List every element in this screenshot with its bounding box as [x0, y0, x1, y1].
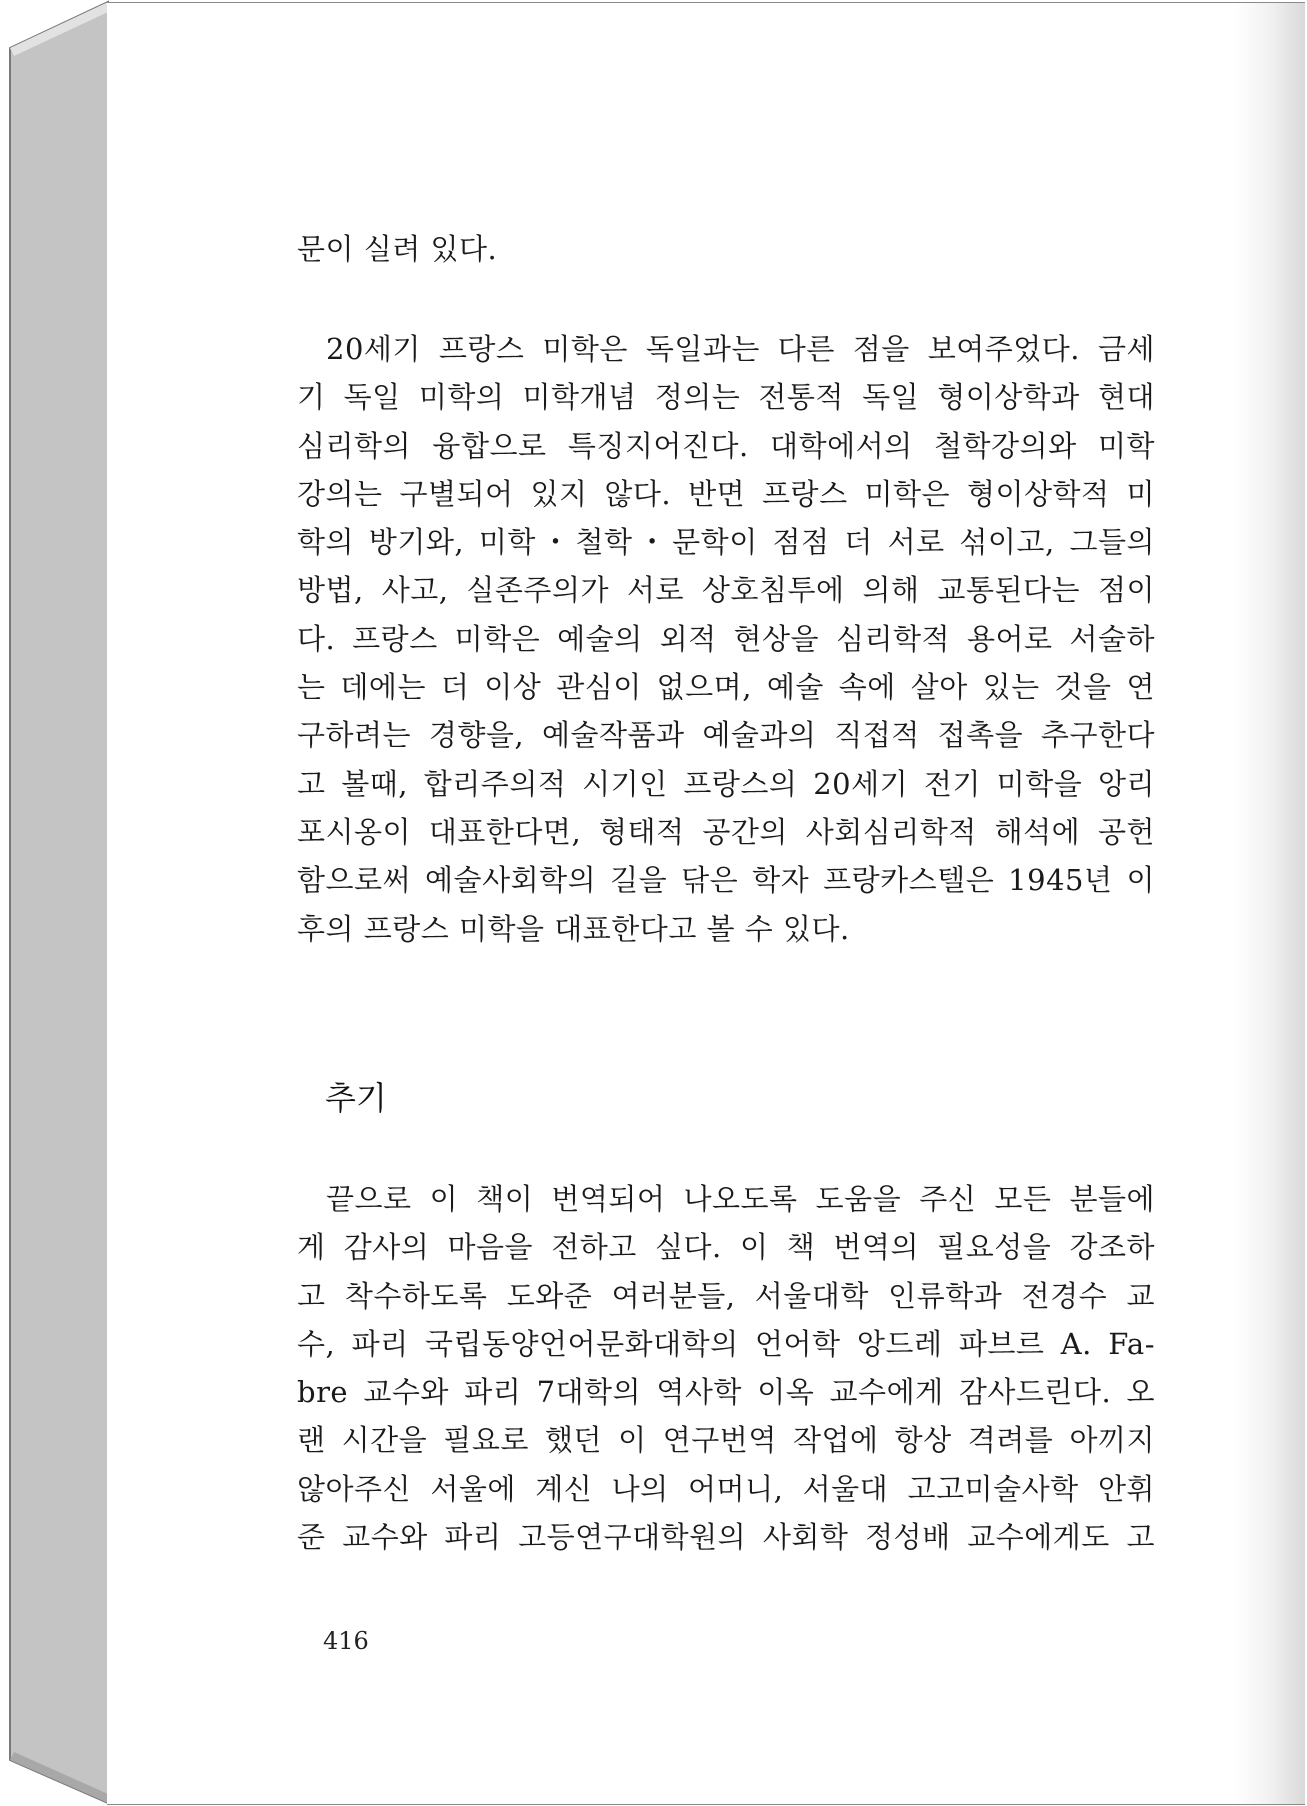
top-fragment	[297, 225, 1155, 273]
text-line: 랜 시간을 필요로 했던 이 연구번역 작업에 항상 격려를 아끼지	[297, 1423, 1155, 1458]
text-line: 심리학의 융합으로 특징지어진다. 대학에서의 철학강의와 미학	[297, 428, 1155, 463]
text-line: 기 독일 미학의 미학개념 정의는 전통적 독일 형이상학과 현대	[297, 380, 1155, 415]
text-line: 다. 프랑스 미학은 예술의 외적 현상을 심리학적 용어로 서술하	[297, 621, 1155, 656]
text-line: 않아주신 서울에 계신 나의 어머니, 서울대 고고미술사학 안휘	[297, 1471, 1155, 1506]
book-spine	[0, 0, 120, 1806]
text-line: 게 감사의 마음을 전하고 싶다. 이 책 번역의 필요성을 강조하	[297, 1230, 1155, 1265]
text-line: 포시옹이 대표한다면, 형태적 공간의 사회심리학적 해석에 공헌	[297, 814, 1155, 849]
text-line: 20세기 프랑스 미학은 독일과는 다른 점을 보여주었다. 금세	[326, 332, 1155, 366]
text-line: 강의는 구별되어 있지 않다. 반면 프랑스 미학은 형이상학적 미	[297, 476, 1155, 511]
text-line: 준 교수와 파리 고등연구대학원의 사회학 정성배 교수에게도 고	[297, 1520, 1155, 1555]
text-line: 방법, 사고, 실존주의가 서로 상호침투에 의해 교통된다는 점이	[297, 573, 1155, 608]
text-line: 는 데에는 더 이상 관심이 없으며, 예술 속에 살아 있는 것을 연	[297, 670, 1155, 705]
text-line: 고 볼때, 합리주의적 시기인 프랑스의 20세기 전기 미학을 앙리	[297, 766, 1155, 801]
page-number: 416	[323, 1627, 369, 1655]
paragraph-1	[297, 325, 1155, 953]
text-line: 함으로써 예술사회학의 길을 닦은 학자 프랑카스텔은 1945년 이	[297, 863, 1155, 898]
text-line: 문이 실려 있다.	[297, 232, 498, 266]
text-line: 끝으로 이 책이 번역되어 나오도록 도움을 주신 모든 분들에	[326, 1182, 1155, 1216]
text-line: 후의 프랑스 미학을 대표한다고 볼 수 있다.	[297, 911, 850, 946]
text-line: 고 착수하도록 도와준 여러분들, 서울대학 인류학과 전경수 교	[297, 1278, 1155, 1313]
book-page	[107, 2, 1305, 1805]
section-heading: 추기	[325, 1079, 387, 1117]
text-line: 구하려는 경향을, 예술작품과 예술과의 직접적 접촉을 추구한다	[297, 718, 1155, 753]
text-line: 학의 방기와, 미학・철학・문학이 점점 더 서로 섞이고, 그들의	[297, 525, 1155, 560]
text-line: 수, 파리 국립동양언어문화대학의 언어학 앙드레 파브르 A. Fa-	[297, 1326, 1155, 1361]
text-line: bre 교수와 파리 7대학의 역사학 이옥 교수에게 감사드린다. 오	[297, 1375, 1155, 1410]
paragraph-2	[297, 1175, 1155, 1561]
